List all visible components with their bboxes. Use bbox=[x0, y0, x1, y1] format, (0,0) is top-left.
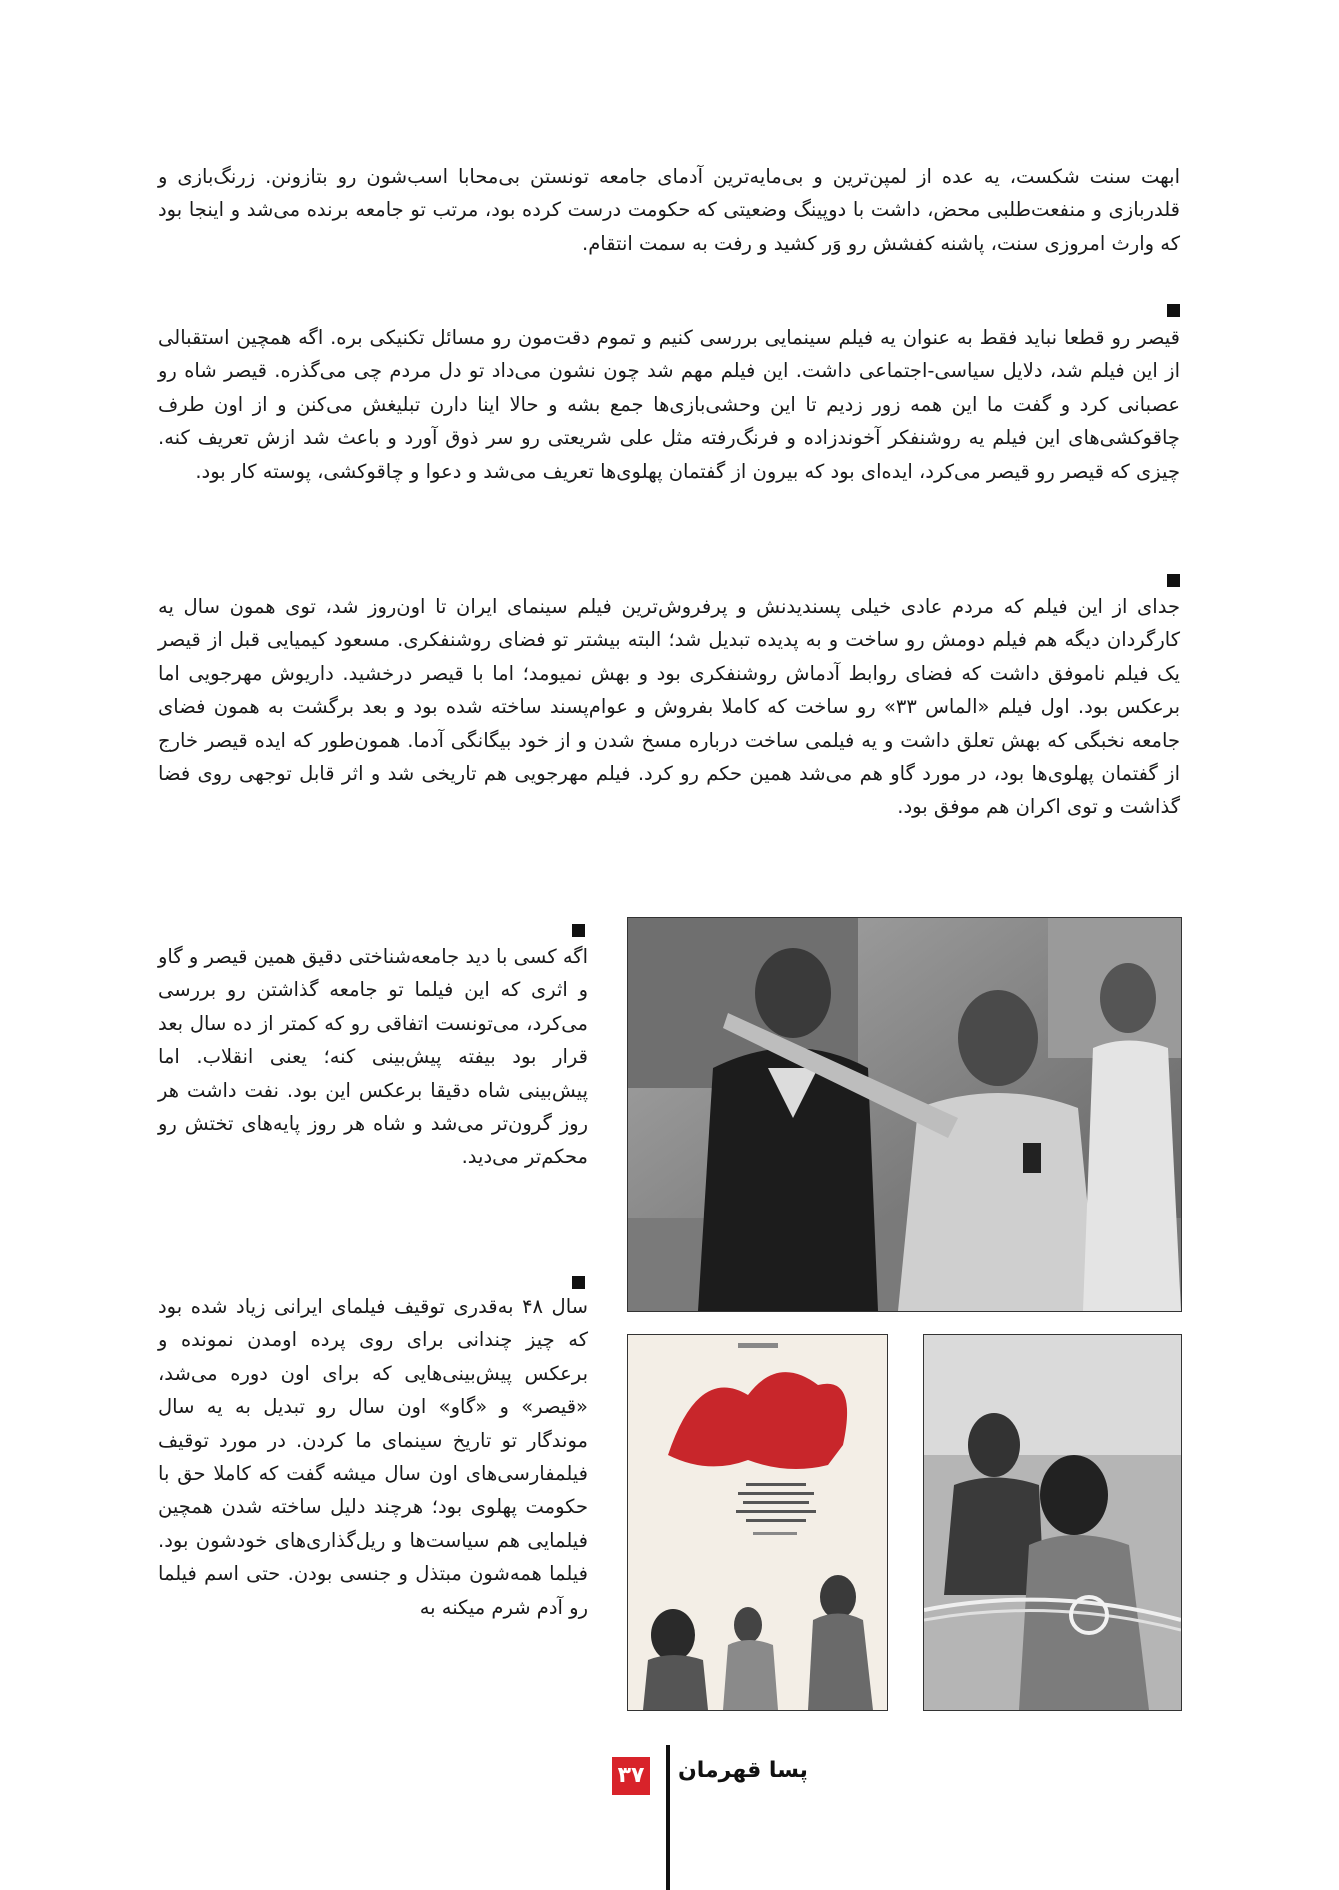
film-set-photo bbox=[627, 917, 1182, 1312]
bullet-icon bbox=[1167, 304, 1180, 317]
poster-title bbox=[728, 1405, 729, 1406]
poster-credit-director bbox=[731, 1478, 784, 1484]
footer-divider bbox=[666, 1745, 670, 1890]
gav-poster-illustration bbox=[628, 1335, 887, 1710]
paragraph-2: قیصر رو قطعا نباید فقط به عنوان یه فیلم سینمایی بررسی کنیم و تموم دقت‌مون رو مسائل تکنیکی بره. اگه همچین استقبالی از این فیلم شد، دلایل سیاسی-اجتماعی داشت. این فیلم مهم شد چون نشون می‌داد تو دل مردم چی می‌گذره. قیصر شاه رو عصبانی کرد و گفت ما این همه زور زدیم تا این وحشی‌بازی‌ها جمع بشه و حالا اینا دارن تبلیغش می‌کنن و از اون طرف چاقوکشی‌های این فیلم یه روشنفکر آخوندزاده و فرنگ‌رفته مثل علی شریعتی رو سر ذوق آورد و باعث شد ازش تعریف کنه. چیزی که قیصر رو قیصر می‌کرد، ایده‌ای بود که بیرون از گفتمان پهلوی‌ها تعریف می‌شد و دعوا و چاقوکشی، پوسته کار بود. bbox=[158, 326, 1180, 483]
paragraph-1: ابهت سنت شکست، یه عده از لمپن‌ترین و بی‌مایه‌ترین آدمای جامعه تونستن بی‌محابا اسب‌شون رو بتازونن. زرنگ‌بازی و قلدربازی و منفعت‌طلبی محض، داشت با دوپینگ وضعیتی که حکومت درست کرده بود، مرتب تو جامعه برنده می‌شد و اینجا بود که وارث امروزی سنت، پاشنه کفشش رو وَر کشید و رفت به سمت انتقام. bbox=[158, 165, 1180, 255]
column-paragraph-1: اگه کسی با دید جامعه‌شناختی دقیق همین قیصر و گاو و اثری که این فیلما تو جامعه گذاشتن رو بررسی می‌کرد، می‌تونست اتفاقی رو که کمتر از ده سال بعد قرار بود بیفته پیش‌بینی کنه؛ یعنی انقلاب. اما پیش‌بینی شاه دقیقا برعکس این بود. نفت داشت هر روز گرون‌تر می‌شد و شاه هر روز پایه‌های تختش رو محکم‌تر می‌دید. bbox=[158, 945, 588, 1169]
page-number: ۳۷ bbox=[612, 1757, 650, 1795]
column-paragraph-2: سال ۴۸ به‌قدری توقیف فیلمای ایرانی زیاد شده بود که چیز چندانی برای روی پرده اومدن نمونده و برعکس پیش‌بینی‌هایی که برای اون دوره می‌شد، «قیصر» و «گاو» اون سال رو تبدیل به یه سال موندگار تو تاریخ سینمای ما کردن. در مورد توقیف فیلمفارسی‌های اون سال میشه گفت که کاملا حق با حکومت پهلوی بود؛ هرچند دلیل ساخته شدن همچین فیلمایی هم سیاست‌ها و ریل‌گذاری‌های خودشون بود. فیلما همه‌شون مبتذل و جنسی بودن. حتی اسم فیلما رو آدم شرم میکنه به bbox=[158, 1295, 589, 1619]
poster-credit-actor bbox=[741, 1514, 775, 1520]
bullet-icon bbox=[1167, 574, 1180, 587]
bullet-icon bbox=[572, 924, 585, 937]
poster-credit-actor bbox=[747, 1505, 769, 1511]
gav-poster bbox=[627, 1334, 888, 1711]
poster-credit-actor bbox=[744, 1496, 771, 1502]
film-still-illustration bbox=[924, 1335, 1181, 1710]
magazine-title: پسا قهرمان bbox=[678, 1758, 808, 1783]
bullet-icon bbox=[572, 1276, 585, 1289]
film-set-photo-illustration bbox=[628, 918, 1181, 1311]
paragraph-3: جدای از این فیلم که مردم عادی خیلی پسندیدنش و پرفروش‌ترین فیلم سینمای ایران تا اون‌روز شد، توی همون سال یه کارگردان دیگه هم فیلم دومش رو ساخت و به پدیده تبدیل شد؛ البته بیشتر تو فضای روشنفکری. مسعود کیمیایی قبل از قیصر یک فیلم ناموفق داشت که فضای روابط آدماش روشنفکری بود و بهش نمیومد؛ اما با قیصر درخشید. داریوش مهرجویی اما برعکس بود. اول فیلم «الماس ۳۳» رو ساخت که کاملا بفروش و عوام‌پسند ساخته شده بود و بعد برگشت به همون فضای جامعه نخبگی که بهش تعلق داشت و یه فیلمی ساخت درباره مسخ شدن و از خود بیگانگی آدما. همون‌طور که ایده قیصر خارج از گفتمان پهلوی‌ها بود، در مورد گاو هم می‌شد همین حکم رو کرد. فیلم مهرجویی هم تاریخی شد و اثر قابل توجهی روی فضا گذاشت و توی اکران هم موفق بود. bbox=[158, 595, 1181, 819]
poster-credits bbox=[628, 1477, 887, 1522]
film-still-photo bbox=[923, 1334, 1182, 1711]
poster-credit-actor bbox=[739, 1487, 775, 1493]
